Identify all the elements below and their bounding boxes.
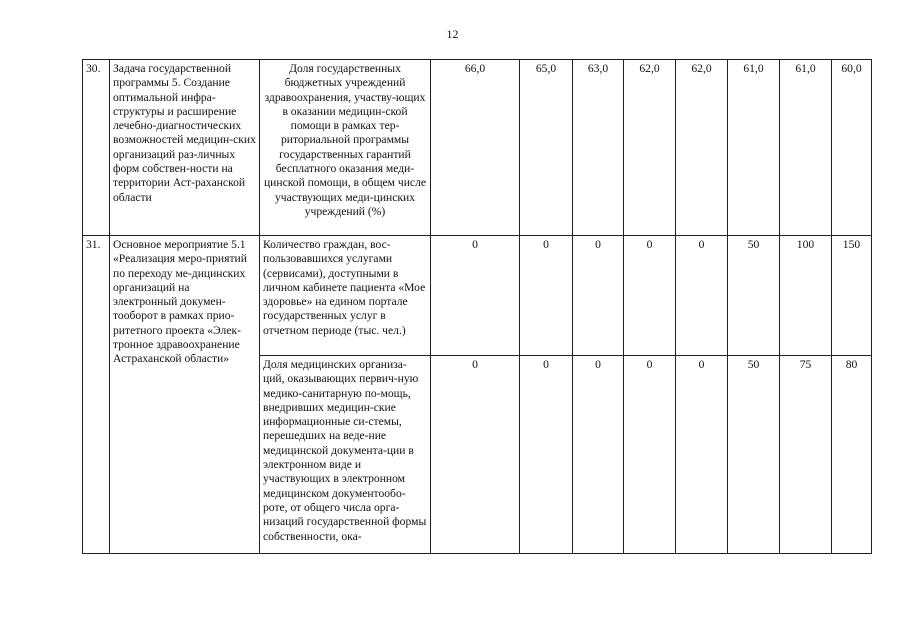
value-cell: 0 <box>676 356 728 554</box>
task-description: Задача государственной программы 5. Создание оптимальной инфра-структуры и расширение лечебно-диагностических возможностей медицин-ских организаций раз-личных форм собствен-ности на территории Аст-раханской области <box>110 60 260 236</box>
value-cell: 0 <box>573 236 624 356</box>
indicator-text: Доля государственных бюджетных учреждений здравоохранения, участву-ющих в оказании медицин-ской помощи в рамках тер-риториальной программы государственных гарантий бесплатного оказания меди-цинской помощи, в общем числе участвующих меди-цинских учреждений (%) <box>260 60 431 236</box>
value-cell: 0 <box>431 356 520 554</box>
value-cell: 50 <box>728 236 780 356</box>
value-cell: 66,0 <box>431 60 520 236</box>
value-cell: 0 <box>624 236 676 356</box>
value-cell: 60,0 <box>832 60 872 236</box>
row-number: 31. <box>83 236 110 554</box>
value-cell: 63,0 <box>573 60 624 236</box>
value-cell: 50 <box>728 356 780 554</box>
indicators-table <box>82 59 872 554</box>
value-cell: 0 <box>520 356 573 554</box>
page-number: 12 <box>446 27 459 41</box>
table-row <box>83 60 872 236</box>
value-cell: 65,0 <box>520 60 573 236</box>
value-cell: 62,0 <box>676 60 728 236</box>
value-cell: 0 <box>624 356 676 554</box>
value-cell: 0 <box>573 356 624 554</box>
row-number: 30. <box>83 60 110 236</box>
table-row <box>83 236 872 356</box>
value-cell: 75 <box>780 356 832 554</box>
value-cell: 62,0 <box>624 60 676 236</box>
value-cell: 100 <box>780 236 832 356</box>
value-cell: 61,0 <box>780 60 832 236</box>
value-cell: 150 <box>832 236 872 356</box>
value-cell: 0 <box>431 236 520 356</box>
value-cell: 0 <box>676 236 728 356</box>
task-description: Основное мероприятие 5.1 «Реализация меро-приятий по переходу ме-дицинских организаций на электронный докумен-тооборот в рамках прио-ритетного проекта «Элек-тронное здравоохранение Астраханской области» <box>110 236 260 554</box>
indicator-text: Доля медицинских организа-ций, оказывающих первич-ную медико-санитарную по-мощь, внедривших медицин-ские информационные си-стемы, перешедших на веде-ние медицинской документа-ции в электронном виде и участвующих в электронном медицинском документообо-роте, от общего числа орга-низаций государственной формы собственности, ока- <box>260 356 431 554</box>
value-cell: 0 <box>520 236 573 356</box>
indicator-text: Количество граждан, вос-пользовавшихся услугами (сервисами), доступными в личном кабинете пациента «Мое здоровье» на едином портале государственных услуг в отчетном периоде (тыс. чел.) <box>260 236 431 356</box>
value-cell: 61,0 <box>728 60 780 236</box>
value-cell: 80 <box>832 356 872 554</box>
